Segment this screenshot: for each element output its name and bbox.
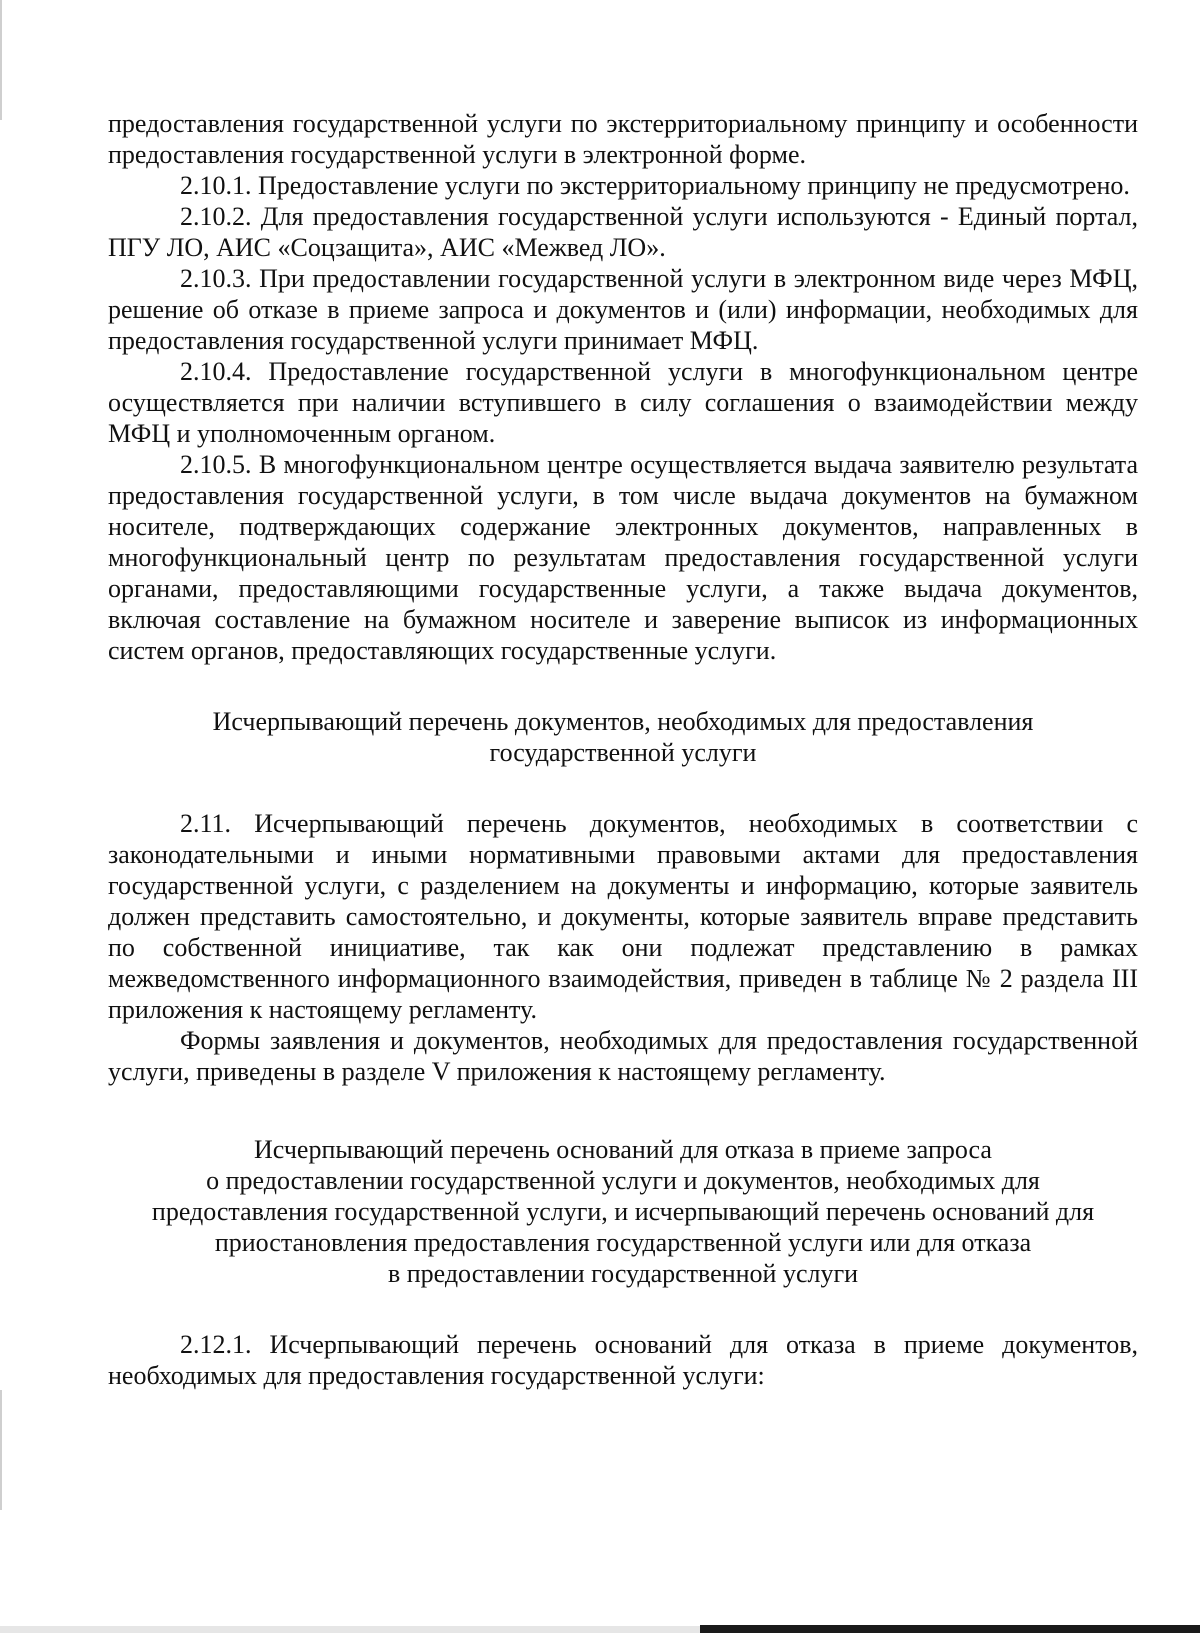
section-heading-documents-list [108, 706, 1138, 768]
paragraph-2-10-5: 2.10.5. В многофункциональном центре осуществляется выдача заявителю результата предоставления государственной услуги, в том числе выдача документов на бумажном носителе, подтверждающих содержание электронных документов, направленных в многофункциональный центр по результатам предоставления государственной услуги органами, предоставляющими государственные услуги, а также выдача документов, включая составление на бумажном носителе и заверение выписок из информационных систем органов, предоставляющих государственные услуги. [108, 450, 1138, 665]
paragraph-2-10-2: 2.10.2. Для предоставления государственной услуги используются - Единый портал, ПГУ ЛО, АИС «Соцзащита», АИС «Межвед ЛО». [108, 202, 1138, 262]
document-body [108, 108, 1138, 1391]
paragraph-forms: Формы заявления и документов, необходимых для предоставления государственной услуги, приведены в разделе V приложения к настоящему регламенту. [108, 1026, 1138, 1086]
paragraph-2-10-3: 2.10.3. При предоставлении государственной услуги в электронном виде через МФЦ, решение об отказе в приеме запроса и документов и (или) информации, необходимых для предоставления государственной услуги принимает МФЦ. [108, 264, 1138, 355]
section-heading-refusal-grounds [108, 1134, 1138, 1289]
scan-edge-mark [0, 0, 2, 120]
scan-bottom-edge [700, 1625, 1200, 1633]
heading-line: в предоставлении государственной услуги [387, 1259, 859, 1288]
heading-line: Исчерпывающий перечень оснований для отказа в приеме запроса [254, 1135, 992, 1164]
paragraph-2-10-intro: предоставления государственной услуги по экстерриториальному принципу и особенности предоставления государственной услуги в электронной форме. [108, 109, 1138, 169]
scan-edge-mark [0, 1390, 2, 1510]
scan-bottom-shadow [0, 1626, 700, 1633]
paragraph-2-12-1: 2.12.1. Исчерпывающий перечень оснований для отказа в приеме документов, необходимых для предоставления государственной услуги: [108, 1330, 1138, 1390]
paragraph-2-10-1: 2.10.1. Предоставление услуги по экстерриториальному принципу не предусмотрено. [180, 171, 1130, 200]
paragraph-2-11: 2.11. Исчерпывающий перечень документов, необходимых в соответствии с законодательными и иными нормативными правовыми актами для предоставления государственной услуги, с разделением на документы и информацию, которые заявитель должен представить самостоятельно, и документы, которые заявитель вправе представить по собственной инициативе, так как они подлежат представлению в рамках межведомственного информационного взаимодействия, приведен в таблице № 2 раздела III приложения к настоящему регламенту. [108, 809, 1138, 1024]
heading-line: о предоставлении государственной услуги и документов, необходимых для [206, 1166, 1040, 1195]
heading-line: предоставления государственной услуги, и исчерпывающий перечень оснований для [151, 1197, 1095, 1226]
heading-line: государственной услуги [489, 738, 757, 767]
heading-line: приостановления предоставления государственной услуги или для отказа [214, 1228, 1032, 1257]
heading-line: Исчерпывающий перечень документов, необходимых для предоставления [212, 707, 1034, 736]
paragraph-2-10-4: 2.10.4. Предоставление государственной услуги в многофункциональном центре осуществляется при наличии вступившего в силу соглашения о взаимодействии между МФЦ и уполномоченным органом. [108, 357, 1138, 448]
